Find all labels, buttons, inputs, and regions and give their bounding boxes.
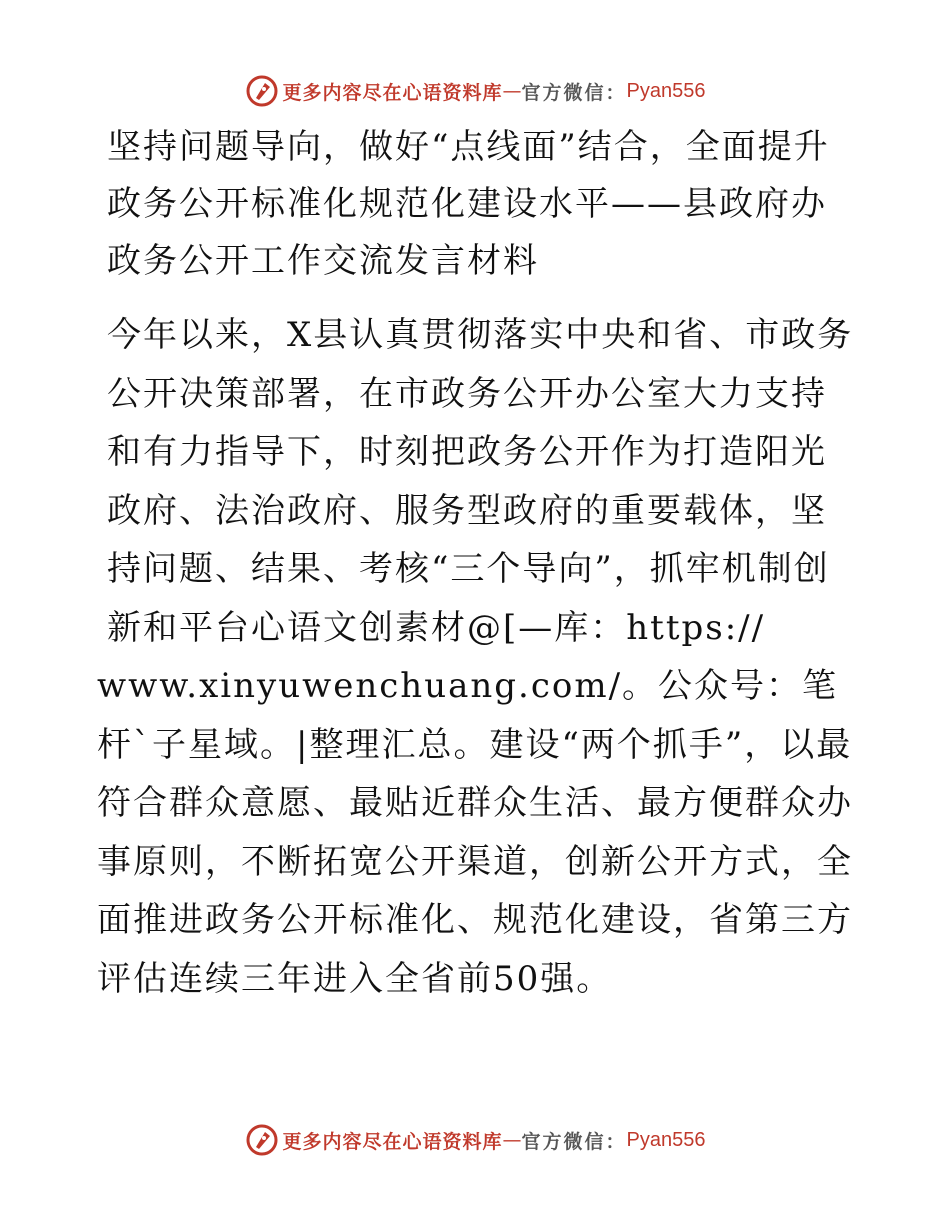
banner-wechat-id: Pyan556 [626,79,706,102]
banner-wechat-label: 官方微信： [521,1130,627,1153]
banner-dash: — [502,1129,522,1151]
pen-nib-circle-icon [245,74,279,108]
paragraph-2: www.xinyuwenchuang.com/。公众号：笔杆`子星域。|整理汇总。建设“两个抓手”，以最符合群众意愿、最贴近群众生活、最方便群众办事原则，不断拓宽公开渠道，创新公开方式，全面推进政务公开标准化、规范化建设，省第三方评估连续三年进入全省前50强。 [97,666,853,999]
header-banner [0,71,950,111]
banner-dash: — [502,80,522,102]
pen-nib-circle-icon [245,1123,279,1157]
document-body [97,119,857,1008]
banner-site-name: 更多内容尽在心语资料库 [282,1130,503,1153]
banner-wechat-id: Pyan556 [626,1128,706,1151]
paragraph-1: 今年以来，X县认真贯彻落实中央和省、市政务公开决策部署，在市政务公开办公室大力支持和有力指导下，时刻把政务公开作为打造阳光政府、法治政府、服务型政府的重要载体，坚持问题、结果、考核“三个导向”，抓牢机制创新和平台心语文创素材@[—库：https:// [107,315,854,648]
banner-wechat-label: 官方微信： [521,81,627,104]
banner-site-name: 更多内容尽在心语资料库 [282,81,503,104]
footer-banner [0,1120,950,1160]
document-title: 坚持问题导向，做好“点线面”结合，全面提升政务公开标准化规范化建设水平——县政府办政务公开工作交流发言材料 [107,127,830,281]
